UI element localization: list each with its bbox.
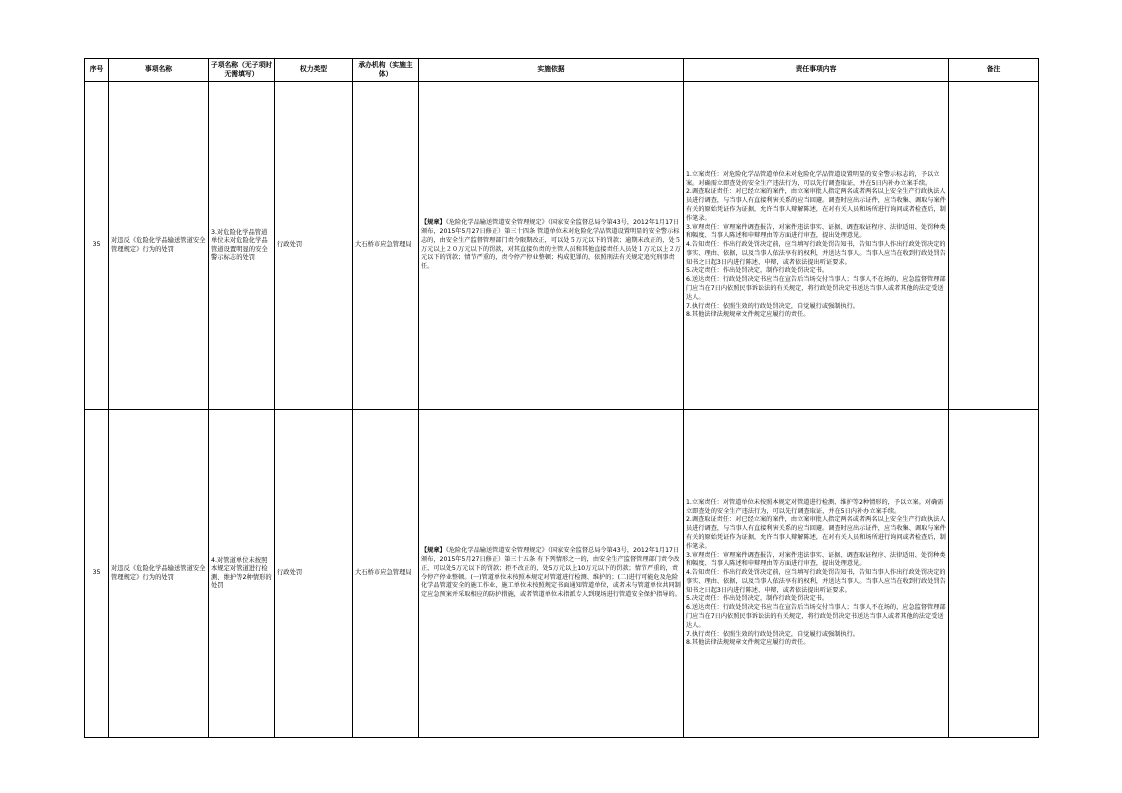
cell-org: 大石桥市应急管理局	[353, 82, 419, 410]
basis-title: 【规章】	[421, 219, 446, 227]
cell-note	[949, 410, 1039, 738]
basis-title: 【规章】	[421, 547, 446, 555]
cell-no: 35	[85, 410, 109, 738]
duty-item: 2.调查取证责任：对已经立案的案件，由立案审批人指定两名或者两名以上安全生产行政执法人员进行调查，与当事人有直接利害关系的应当回避。调查时应出示证件，应当收集、调取与案件有关的原始凭证作为证据，允许当事人辩解陈述，在对有关人员和场所进行询问或者检查后，制作笔录。	[686, 188, 946, 222]
header-row	[85, 59, 1039, 82]
cell-note	[949, 82, 1039, 410]
header-org: 承办机构（实施主体）	[353, 59, 419, 82]
cell-type: 行政处罚	[275, 410, 353, 738]
duty-item: 6.送达责任：行政处罚决定书应当在宣告后当场交付当事人；当事人不在场的，应急监督管理部门应当在7日内依照民事诉讼法的有关规定，将行政处罚决定书送达当事人或者其他的法定受送达人。	[686, 604, 946, 629]
cell-sub: 4.对管道单位未按照本规定对管道进行检测、维护等2种情形的处罚	[209, 410, 275, 738]
duty-item: 7.执行责任：依照生效的行政处罚决定，自觉履行或强制执行。	[686, 302, 859, 310]
cell-name: 对违反《危险化学品输送管道安全管理规定》行为的处罚	[109, 82, 209, 410]
header-basis: 实施依据	[419, 59, 684, 82]
duty-item: 5.决定责任：作出处罚决定，制作行政处罚决定书。	[686, 595, 829, 603]
duty-item: 2.调查取证责任：对已经立案的案件，由立案审批人指定两名或者两名以上安全生产行政执法人员进行调查，与当事人有直接利害关系的应当回避。调查时应出示证件，应当收集、调取与案件有关的原始凭证作为证据，允许当事人辩解陈述，在对有关人员和场所进行询问或者检查后，制作笔录。	[686, 516, 946, 550]
cell-no: 35	[85, 82, 109, 410]
cell-sub: 3.对危险化学品管道单位未对危险化学品管道设置明显的安全警示标志的处罚	[209, 82, 275, 410]
duty-item: 3.审理责任：审理案件调查报告，对案件违法事实、证据、调查取证程序、法律适用、处罚种类和幅度、当事人陈述和申辩理由等方面进行审查，提出处理意见。	[686, 551, 946, 568]
duty-item: 4.告知责任：作出行政处罚决定前，应当填写行政处罚告知书，告知当事人作出行政处罚决定的事实、理由、依据，以及当事人依法享有的权利，并送达当事人。当事人应当在收到行政处罚告知书之日起3日内进行陈述、申辩，或者依法提出听证要求。	[686, 241, 946, 266]
header-note: 备注	[949, 59, 1039, 82]
duty-item: 4.告知责任：作出行政处罚决定前，应当填写行政处罚告知书，告知当事人作出行政处罚决定的事实、理由、依据，以及当事人依法享有的权利，并送达当事人。当事人应当在收到行政处罚告知书之日起3日内进行陈述、申辩，或者依法提出听证要求。	[686, 569, 946, 594]
basis-text: 《危险化学品输送管道安全管理规定》（国家安全监督总局令第43号，2012年1月17日颁布，2015年5月27日修正）第三十五条 有下列情形之一的，由安全生产监督管理部门责令改正，可以处5万元以下的罚款；拒不改正的，处5万元以上10万元以下的罚款；情节严重的，责令停产停业整顿。(一)管道单位未按照本规定对管道进行检测、维护的；(二)进行可能危及危险化学品管道安全的施工作业，施工单位未按照规定书面通知管道单位，或者未与管道单位共同制定应急预案并采取相应的防护措施，或者管道单位未指派专人到现场进行管道安全保护指导的。	[421, 547, 681, 599]
cell-duty	[684, 82, 949, 410]
duty-item: 8.其他法律法规规章文件规定应履行的责任。	[686, 311, 810, 319]
cell-duty	[684, 410, 949, 738]
power-list-sheet	[84, 58, 1038, 738]
cell-basis	[419, 410, 684, 738]
table-row	[85, 82, 1039, 410]
cell-type: 行政处罚	[275, 82, 353, 410]
duty-item: 8.其他法律法规规章文件规定应履行的责任。	[686, 639, 810, 647]
duty-item: 7.执行责任：依照生效的行政处罚决定，自觉履行或强制执行。	[686, 630, 859, 638]
header-type: 权力类型	[275, 59, 353, 82]
header-duty: 责任事项内容	[684, 59, 949, 82]
duty-item: 1.立案责任：对管道单位未按照本规定对管道进行检测、维护等2种情形的，予以立案。对确需立即查处的安全生产违法行为，可以先行调查取证，并在5日内补办立案手续。	[686, 498, 944, 515]
header-name: 事项名称	[109, 59, 209, 82]
header-sub: 子项名称（无子项时无需填写）	[209, 59, 275, 82]
basis-text: 《危险化学品输送管道安全管理规定》（国家安全监督总局令第43号，2012年1月17日颁布，2015年5月27日修正）第三十四条 管道单位未对危险化学品管道设置明显的安全警示标志的，由安全生产监督管理部门责令限期改正，可以处５万元以下的罚款；逾期未改正的，处５万元以上２０万元以下的罚款，对其直接负责的主管人员和其他直接责任人员处１万元以上２万元以下的罚款；情节严重的，责令停产停业整顿；构成犯罪的，依照刑法有关规定追究刑事责任。	[421, 219, 681, 271]
duty-item: 5.决定责任：作出处罚决定，制作行政处罚决定书。	[686, 267, 829, 275]
header-no: 序号	[85, 59, 109, 82]
table-row	[85, 410, 1039, 738]
power-list-table	[84, 58, 1039, 738]
duty-item: 1.立案责任：对危险化学品管道单位未对危险化学品管道设置明显的安全警示标志的，予以立案。对确需立即查处的安全生产违法行为，可以先行调查取证，并在5日内补办立案手续。	[686, 170, 940, 187]
duty-item: 3.审理责任：审理案件调查报告，对案件违法事实、证据、调查取证程序、法律适用、处罚种类和幅度、当事人陈述和申辩理由等方面进行审查，提出处理意见。	[686, 223, 946, 240]
cell-org: 大石桥市应急管理局	[353, 410, 419, 738]
cell-name: 对违反《危险化学品输送管道安全管理规定》行为的处罚	[109, 410, 209, 738]
duty-item: 6.送达责任：行政处罚决定书应当在宣告后当场交付当事人；当事人不在场的，应急监督管理部门应当在7日内依照民事诉讼法的有关规定，将行政处罚决定书送达当事人或者其他的法定受送达人。	[686, 276, 946, 301]
cell-basis	[419, 82, 684, 410]
